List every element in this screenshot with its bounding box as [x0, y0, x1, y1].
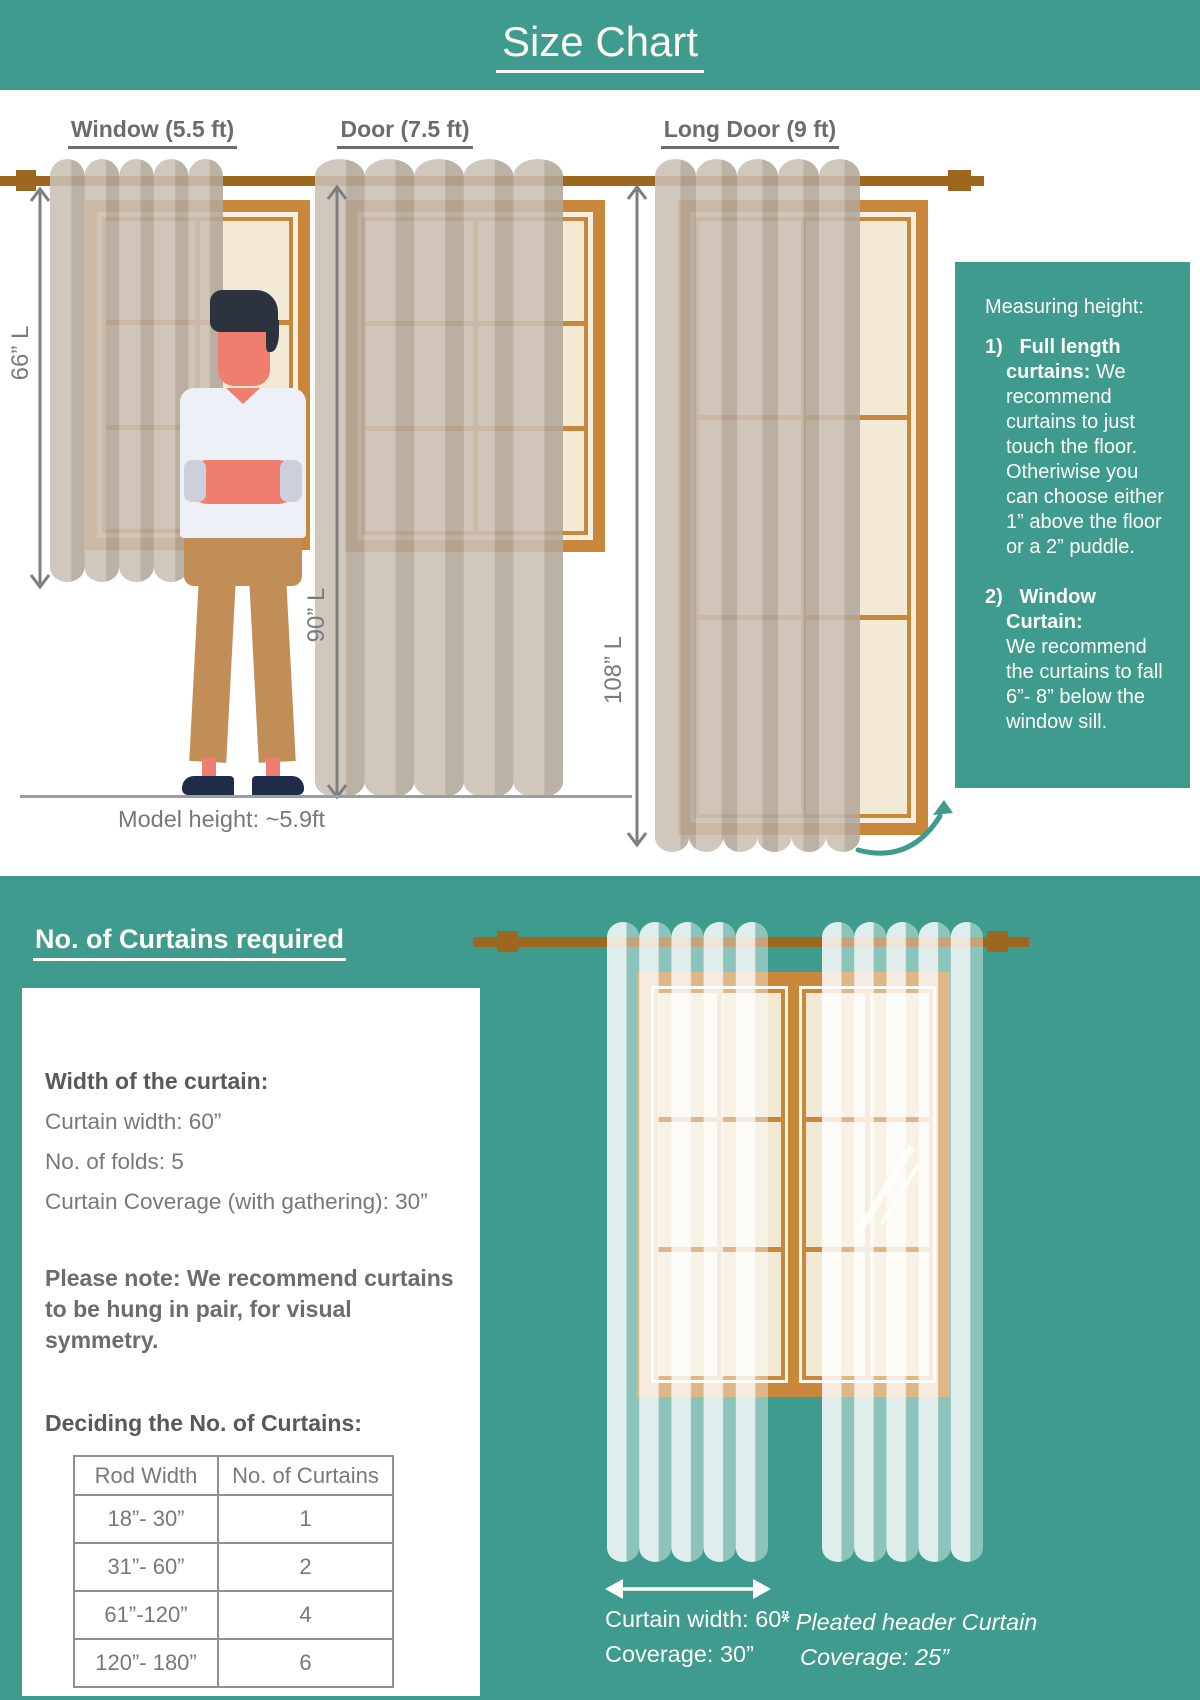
- door-group-label: Door (7.5 ft): [330, 116, 480, 149]
- coverage-label: Coverage: 30”: [605, 1641, 754, 1667]
- info-box-heading: Measuring height:: [985, 296, 1144, 318]
- page-title: Size Chart: [496, 18, 704, 73]
- length-arrow-90: [326, 184, 348, 800]
- rod-knob-left-icon: [497, 931, 518, 952]
- table-header-rod-width: Rod Width: [74, 1456, 218, 1495]
- rod-width-table: [73, 1455, 394, 1688]
- rod-knob-right-icon: [948, 170, 971, 191]
- measuring-height-info-box: [955, 262, 1190, 788]
- curtain-width-label: Curtain width: 60”: [605, 1606, 790, 1632]
- width-arrow-icon: [603, 1576, 773, 1602]
- curtain-width-card: [22, 988, 480, 1696]
- door-curtain-illustration: [315, 155, 563, 800]
- long-door-curtain-illustration: [655, 155, 860, 855]
- pleated-note-line2: Coverage: 25”: [800, 1644, 949, 1670]
- length-label-66: 66” L: [7, 325, 34, 381]
- table-row: 18”- 30” 1: [74, 1495, 393, 1543]
- table-row: 31”- 60” 2: [74, 1543, 393, 1591]
- person-right-shoe: [252, 776, 304, 795]
- header-banner: [0, 0, 1200, 90]
- curved-arrow-icon: [848, 798, 960, 858]
- coverage-line: Curtain Coverage (with gathering): 30”: [45, 1189, 428, 1214]
- curtain-width-line: Curtain width: 60”: [45, 1109, 222, 1134]
- info-item-window-curtain: 2) Window Curtain: We recommend the curtains to fall 6”- 8” below the window sill.: [985, 586, 1163, 733]
- sheer-curtain-left-illustration: [607, 918, 768, 1568]
- person-left-shoe: [182, 776, 234, 795]
- info-item-full-length: 1) Full length curtains: We recommend curtains to just touch the floor. Otheriwise you can choose either 1” above the floor or a 2” puddle.: [985, 336, 1164, 558]
- floor-line: [20, 795, 632, 798]
- window-group-label: Window (5.5 ft): [60, 116, 245, 149]
- table-heading: Deciding the No. of Curtains:: [45, 1410, 362, 1436]
- curtains-required-section: [0, 876, 1200, 1700]
- length-arrow-108: [626, 184, 648, 848]
- pair-note: Please note: We recommend curtains to be hung in pair, for visual symmetry.: [45, 1265, 454, 1353]
- person-right-leg: [249, 579, 295, 763]
- table-row: 120”- 180” 6: [74, 1639, 393, 1687]
- long-door-group-label: Long Door (9 ft): [655, 116, 845, 149]
- model-person-illustration: [160, 290, 310, 800]
- rod-knob-right-icon: [987, 931, 1008, 952]
- table-header-no-curtains: No. of Curtains: [218, 1456, 393, 1495]
- card-width-heading: Width of the curtain:: [45, 1068, 269, 1094]
- folds-line: No. of folds: 5: [45, 1149, 184, 1174]
- table-row: 61”-120” 4: [74, 1591, 393, 1639]
- length-label-90: 90” L: [303, 587, 330, 643]
- model-height-label: Model height: ~5.9ft: [118, 806, 326, 832]
- pleated-note-line1: * Pleated header Curtain: [780, 1609, 1038, 1635]
- person-left-leg: [189, 579, 235, 763]
- section-heading: No. of Curtains required: [33, 924, 346, 955]
- sheer-curtain-right-illustration: [822, 918, 983, 1568]
- length-label-108: 108” L: [600, 635, 627, 705]
